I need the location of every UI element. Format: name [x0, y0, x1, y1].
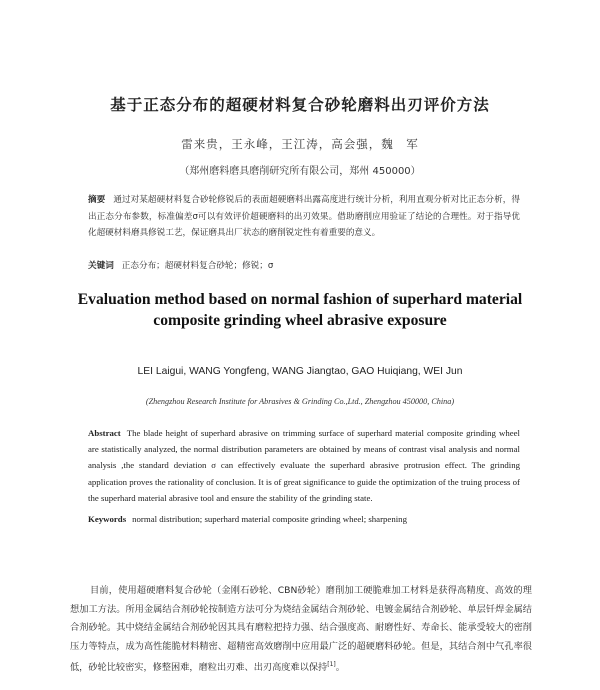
- english-abstract-text: The blade height of superhard abrasive on trimming surface of superhard material composite grinding wheel are statistically analyzed, the normal distribution parameters are obtained by means of contrast visal analysis and normal analysis ,the standard deviation σ can effectively evaluate the superhard abrasive protrusion effect. The grinding application proves the rationality of conclusion. It is of great significance to guide the optimization of the truing process of the superhard material abrasive tool and ensure the stability of the grinding state.: [88, 428, 520, 503]
- english-abstract-label: Abstract: [88, 428, 121, 438]
- english-abstract: [88, 425, 520, 506]
- english-affiliation: (Zhengzhou Research Institute for Abrasives & Grinding Co.,Ltd., Zhengzhou 450000, China): [145, 397, 455, 406]
- introduction-text: 目前，使用超硬磨料复合砂轮（金刚石砂轮、CBN砂轮）磨削加工硬脆难加工材料是获得高精度、高效的理想加工方法。所用金属结合剂砂轮按制造方法可分为烧结金属结合剂砂轮、电镀金属结合剂砂轮、单层钎焊金属结合剂砂轮。其中烧结金属结合剂砂轮因其具有磨粒把持力强、结合强度高、耐磨性好、寿命长、能承受较大的密削压力等特点，成为高性能脆材料精密、超精密高效磨削中应用最广泛的超硬磨料砂轮。但是，其结合剂中气孔率很低，砂轮比较密实，修整困难，磨粒出刃难、出刃高度难以保持: [70, 585, 532, 674]
- chinese-abstract-text: 通过对某超硬材料复合砂轮修锐后的表面超硬磨料出露高度进行统计分析，利用直观分析对比正态分析，得出正态分布参数，标准偏差σ可以有效评价超硬磨料的出刃效果。借助磨削应用验证了结论的合理性。对于指导优化超硬材料磨具修锐工艺，保证磨具出厂状态的磨削锐定性有着重要的意义。: [88, 195, 520, 238]
- english-keywords-text: normal distribution; superhard material composite grinding wheel; sharpening: [132, 514, 407, 524]
- citation-marker: [1]: [327, 661, 336, 668]
- introduction-paragraph: [70, 582, 532, 678]
- chinese-keywords: [88, 259, 520, 271]
- chinese-keywords-label: 关键词: [88, 261, 114, 271]
- chinese-abstract-label: 摘要: [88, 195, 106, 205]
- english-keywords: [88, 514, 520, 524]
- english-authors: LEI Laigui, WANG Yongfeng, WANG Jiangtao, GAO Huiqiang, WEI Jun: [137, 366, 463, 377]
- chinese-abstract: [88, 192, 520, 242]
- chinese-authors: 雷来贵，王永峰，王江涛，高会强，魏 军: [181, 137, 419, 151]
- chinese-affiliation: （郑州磨料磨具磨削研究所有限公司，郑州 450000）: [179, 166, 421, 177]
- chinese-title: 基于正态分布的超硬材料复合砂轮磨料出刃评价方法: [110, 96, 490, 114]
- english-keywords-label: Keywords: [88, 514, 127, 524]
- introduction-end: 。: [335, 662, 345, 674]
- chinese-keywords-text: 正态分布；超硬材料复合砂轮；修锐；σ: [121, 261, 274, 271]
- english-title: Evaluation method based on normal fashion of superhard material composite grinding wheel abrasive exposure: [77, 291, 523, 329]
